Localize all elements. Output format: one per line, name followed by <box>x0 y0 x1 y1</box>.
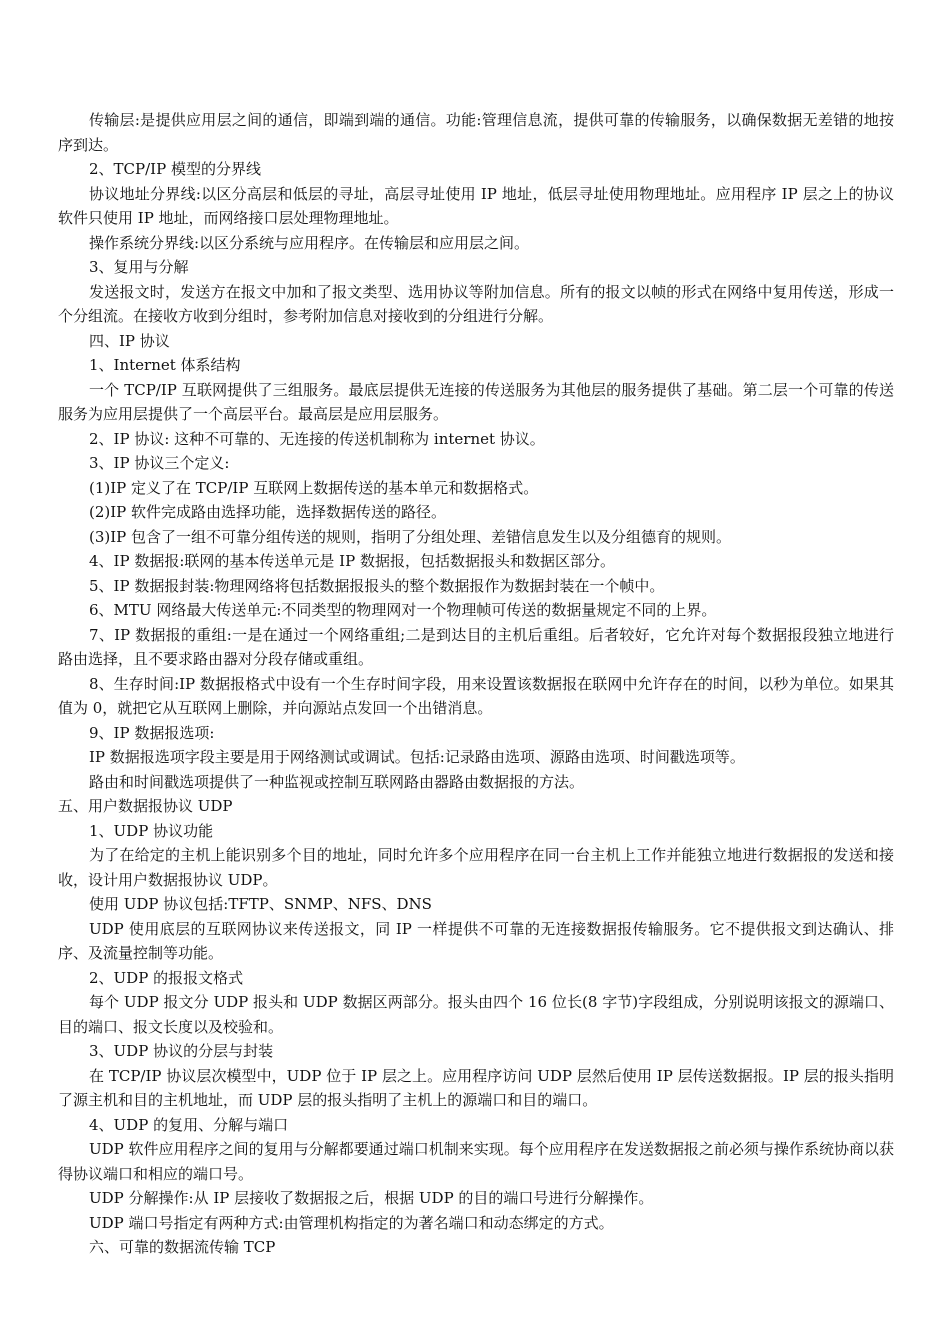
document-paragraph: IP 数据报选项字段主要是用于网络测试或调试。包括:记录路由选项、源路由选项、时间戳选项等。 <box>89 748 745 766</box>
document-paragraph: 每个 UDP 报文分 UDP 报头和 UDP 数据区两部分。报头由四个 16 位长(8 字节)字段组成，分别说明该报文的源端口、目的端口、报文长度以及校验和。 <box>58 993 894 1036</box>
document-paragraph: 操作系统分界线:以区分系统与应用程序。在传输层和应用层之间。 <box>89 233 530 252</box>
document-paragraph: 3、UDP 协议的分层与封装 <box>89 1042 274 1060</box>
document-paragraph: (3)IP 包含了一组不可靠分组传送的规则，指明了分组处理、差错信息发生以及分组德育的规则。 <box>89 527 732 546</box>
document-paragraph: 2、UDP 的报报文格式 <box>89 968 244 987</box>
document-paragraph: 1、UDP 协议功能 <box>89 821 214 840</box>
document-page <box>58 108 894 1260</box>
document-paragraph: 5、IP 数据报封装:物理网络将包括数据报报头的整个数据报作为数据封装在一个帧中。 <box>89 576 665 595</box>
document-paragraph: UDP 使用底层的互联网协议来传送报文，同 IP 一样提供不可靠的无连接数据报传输服务。它不提供报文到达确认、排序、及流量控制等功能。 <box>58 919 894 962</box>
document-paragraph: UDP 分解操作:从 IP 层接收了数据报之后，根据 UDP 的目的端口号进行分解操作。 <box>89 1189 654 1207</box>
document-paragraph: 发送报文时，发送方在报文中加和了报文类型、选用协议等附加信息。所有的报文以帧的形式在网络中复用传送，形成一个分组流。在接收方收到分组时，参考附加信息对接收到的分组进行分解。 <box>58 282 894 325</box>
document-paragraph: 3、复用与分解 <box>89 258 189 276</box>
document-paragraph: 4、UDP 的复用、分解与端口 <box>89 1115 289 1134</box>
document-paragraph: 一个 TCP/IP 互联网提供了三组服务。最底层提供无连接的传送服务为其他层的服务提供了基础。第二层一个可靠的传送服务为应用层提供了一个高层平台。最高层是应用层服务。 <box>58 380 894 423</box>
document-paragraph: 7、IP 数据报的重组:一是在通过一个网络重组;二是到达目的主机后重组。后者较好，它允许对每个数据报段独立地进行路由选择，且不要求路由器对分段存储或重组。 <box>58 625 894 668</box>
document-paragraph: 传输层:是提供应用层之间的通信，即端到端的通信。功能:管理信息流，提供可靠的传输服务，以确保数据无差错的地按序到达。 <box>58 111 894 154</box>
document-paragraph: (1)IP 定义了在 TCP/IP 互联网上数据传送的基本单元和数据格式。 <box>89 478 539 497</box>
document-paragraph: 1、Internet 体系结构 <box>89 356 241 374</box>
document-paragraph: 六、可靠的数据流传输 TCP <box>89 1238 276 1256</box>
document-paragraph: 6、MTU 网络最大传送单元:不同类型的物理网对一个物理帧可传送的数据量规定不同的上界。 <box>89 601 717 619</box>
document-paragraph: 协议地址分界线:以区分高层和低层的寻址，高层寻址使用 IP 地址，低层寻址使用物理地址。应用程序 IP 层之上的协议软件只使用 IP 地址，而网络接口层处理物理地址。 <box>58 184 894 227</box>
document-paragraph: 9、IP 数据报选项: <box>89 723 215 742</box>
document-paragraph: 在 TCP/IP 协议层次模型中，UDP 位于 IP 层之上。应用程序访问 UDP 层然后使用 IP 层传送数据报。IP 层的报头指明了源主机和目的主机地址，而 UDP 层的报头指明了主机上的源端口和目的端口。 <box>58 1066 894 1109</box>
document-paragraph: 使用 UDP 协议包括:TFTP、SNMP、NFS、DNS <box>89 895 432 913</box>
document-paragraph: 3、IP 协议三个定义: <box>89 454 230 472</box>
document-paragraph: 路由和时间戳选项提供了一种监视或控制互联网路由器路由数据报的方法。 <box>89 772 585 791</box>
document-paragraph: 8、生存时间:IP 数据报格式中设有一个生存时间字段，用来设置该数据报在联网中允许存在的时间，以秒为单位。如果其值为 0，就把它从互联网上删除，并向源站点发回一个出错消息。 <box>58 674 894 717</box>
document-paragraph: UDP 端口号指定有两种方式:由管理机构指定的为著名端口和动态绑定的方式。 <box>89 1213 614 1232</box>
document-paragraph: (2)IP 软件完成路由选择功能，选择数据传送的路径。 <box>89 503 447 521</box>
document-paragraph: 2、TCP/IP 模型的分界线 <box>89 160 261 178</box>
document-paragraph: UDP 软件应用程序之间的复用与分解都要通过端口机制来实现。每个应用程序在发送数据报之前必须与操作系统协商以获得协议端口和相应的端口号。 <box>58 1140 894 1183</box>
document-paragraph: 4、IP 数据报:联网的基本传送单元是 IP 数据报，包括数据报头和数据区部分。 <box>89 552 615 570</box>
document-paragraph: 为了在给定的主机上能识别多个目的地址，同时允许多个应用程序在同一台主机上工作并能独立地进行数据报的发送和接收，设计用户数据报协议 UDP。 <box>58 846 894 889</box>
document-paragraph: 五、用户数据报协议 UDP <box>58 797 233 815</box>
document-paragraph: 2、IP 协议: 这种不可靠的、无连接的传送机制称为 internet 协议。 <box>89 429 545 448</box>
document-paragraph: 四、IP 协议 <box>89 331 170 350</box>
